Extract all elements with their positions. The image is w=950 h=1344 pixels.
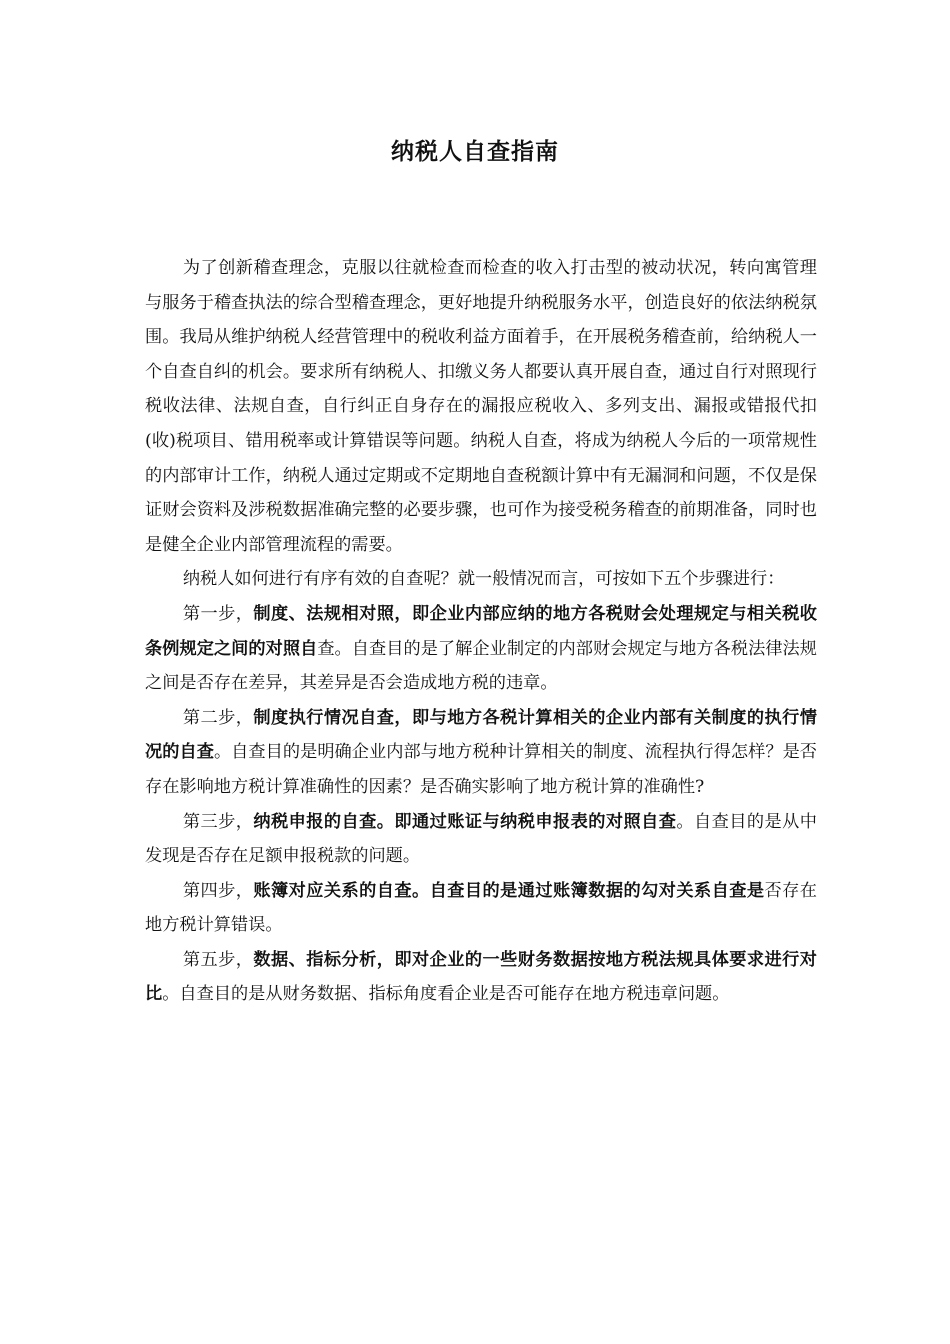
question-paragraph: 纳税人如何进行有序有效的自查呢？就一般情况而言，可按如下五个步骤进行： [182,569,785,590]
step-bold-text: 账簿对应关系的自查。自查目的是通过账簿数据的勾对关系自查是 [253,880,765,901]
step-bold-text: 制度、法规相对照，即企业内部应纳的地方各税财会处理规定与相关税收条例规定之间的对照自 [145,603,817,659]
step-paragraph-5 [145,943,817,1012]
step-lead: 第四步， [182,880,254,901]
step-lead: 第五步， [182,949,254,970]
step-bold-text: 数据、指标分析，即对企业的一些财务数据按地方税法规具体要求进行对比 [145,949,817,1005]
step-rest-text: 。自查目的是从中发现是否存在足额申报税款的问题。 [145,811,817,867]
step-paragraph-1 [145,597,817,701]
document-body [145,251,817,1012]
step-bold-text: 纳税申报的自查。即通过账证与纳税申报表的对照自查 [253,811,677,832]
document-title: 纳税人自查指南 [391,139,559,165]
step-rest-text: 查。自查目的是了解企业制定的内部财会规定与地方各税法律法规之间是否存在差异，其差异是否会造成地方税的违章。 [145,638,817,694]
step-paragraph-3 [145,805,817,874]
step-rest-text: 。自查目的是明确企业内部与地方税种计算相关的制度、流程执行得怎样？是否存在影响地方税计算准确性的因素？是否确实影响了地方税计算的准确性? [145,742,817,797]
step-rest-text: 否存在地方税计算错误。 [145,880,817,936]
step-bold-text: 制度执行情况自查，即与地方各税计算相关的企业内部有关制度的执行情况的自查 [145,707,817,763]
step-paragraph-4 [145,874,817,943]
step-rest-text: 。自查目的是从财务数据、指标角度看企业是否可能存在地方税违章问题。 [162,984,730,1005]
intro-paragraph: 为了创新稽查理念，克服以往就检查而检查的收入打击型的被动状况，转向寓管理与服务于稽查执法的综合型稽查理念，更好地提升纳税服务水平，创造良好的依法纳税氛围。我局从维护纳税人经营管理中的税收利益方面着手，在开展税务稽查前，给纳税人一个自查自纠的机会。要求所有纳税人、扣缴义务人都要认真开展自查，通过自行对照现行税收法律、法规自查，自行纠正自身存在的漏报应税收入、多列支出、漏报或错报代扣(收)税项目、错用税率或计算错误等问题。纳税人自查，将成为纳税人今后的一项常规性的内部审计工作，纳税人通过定期或不定期地自查税额计算中有无漏洞和问题，不仅是保证财会资料及涉税数据准确完整的必要步骤，也可作为接受税务稽查的前期准备，同时也是健全企业内部管理流程的需要。 [145,258,817,555]
step-lead: 第三步， [182,811,254,832]
step-paragraph-2 [145,701,817,805]
step-lead: 第一步， [182,603,254,624]
step-lead: 第二步， [182,707,254,728]
